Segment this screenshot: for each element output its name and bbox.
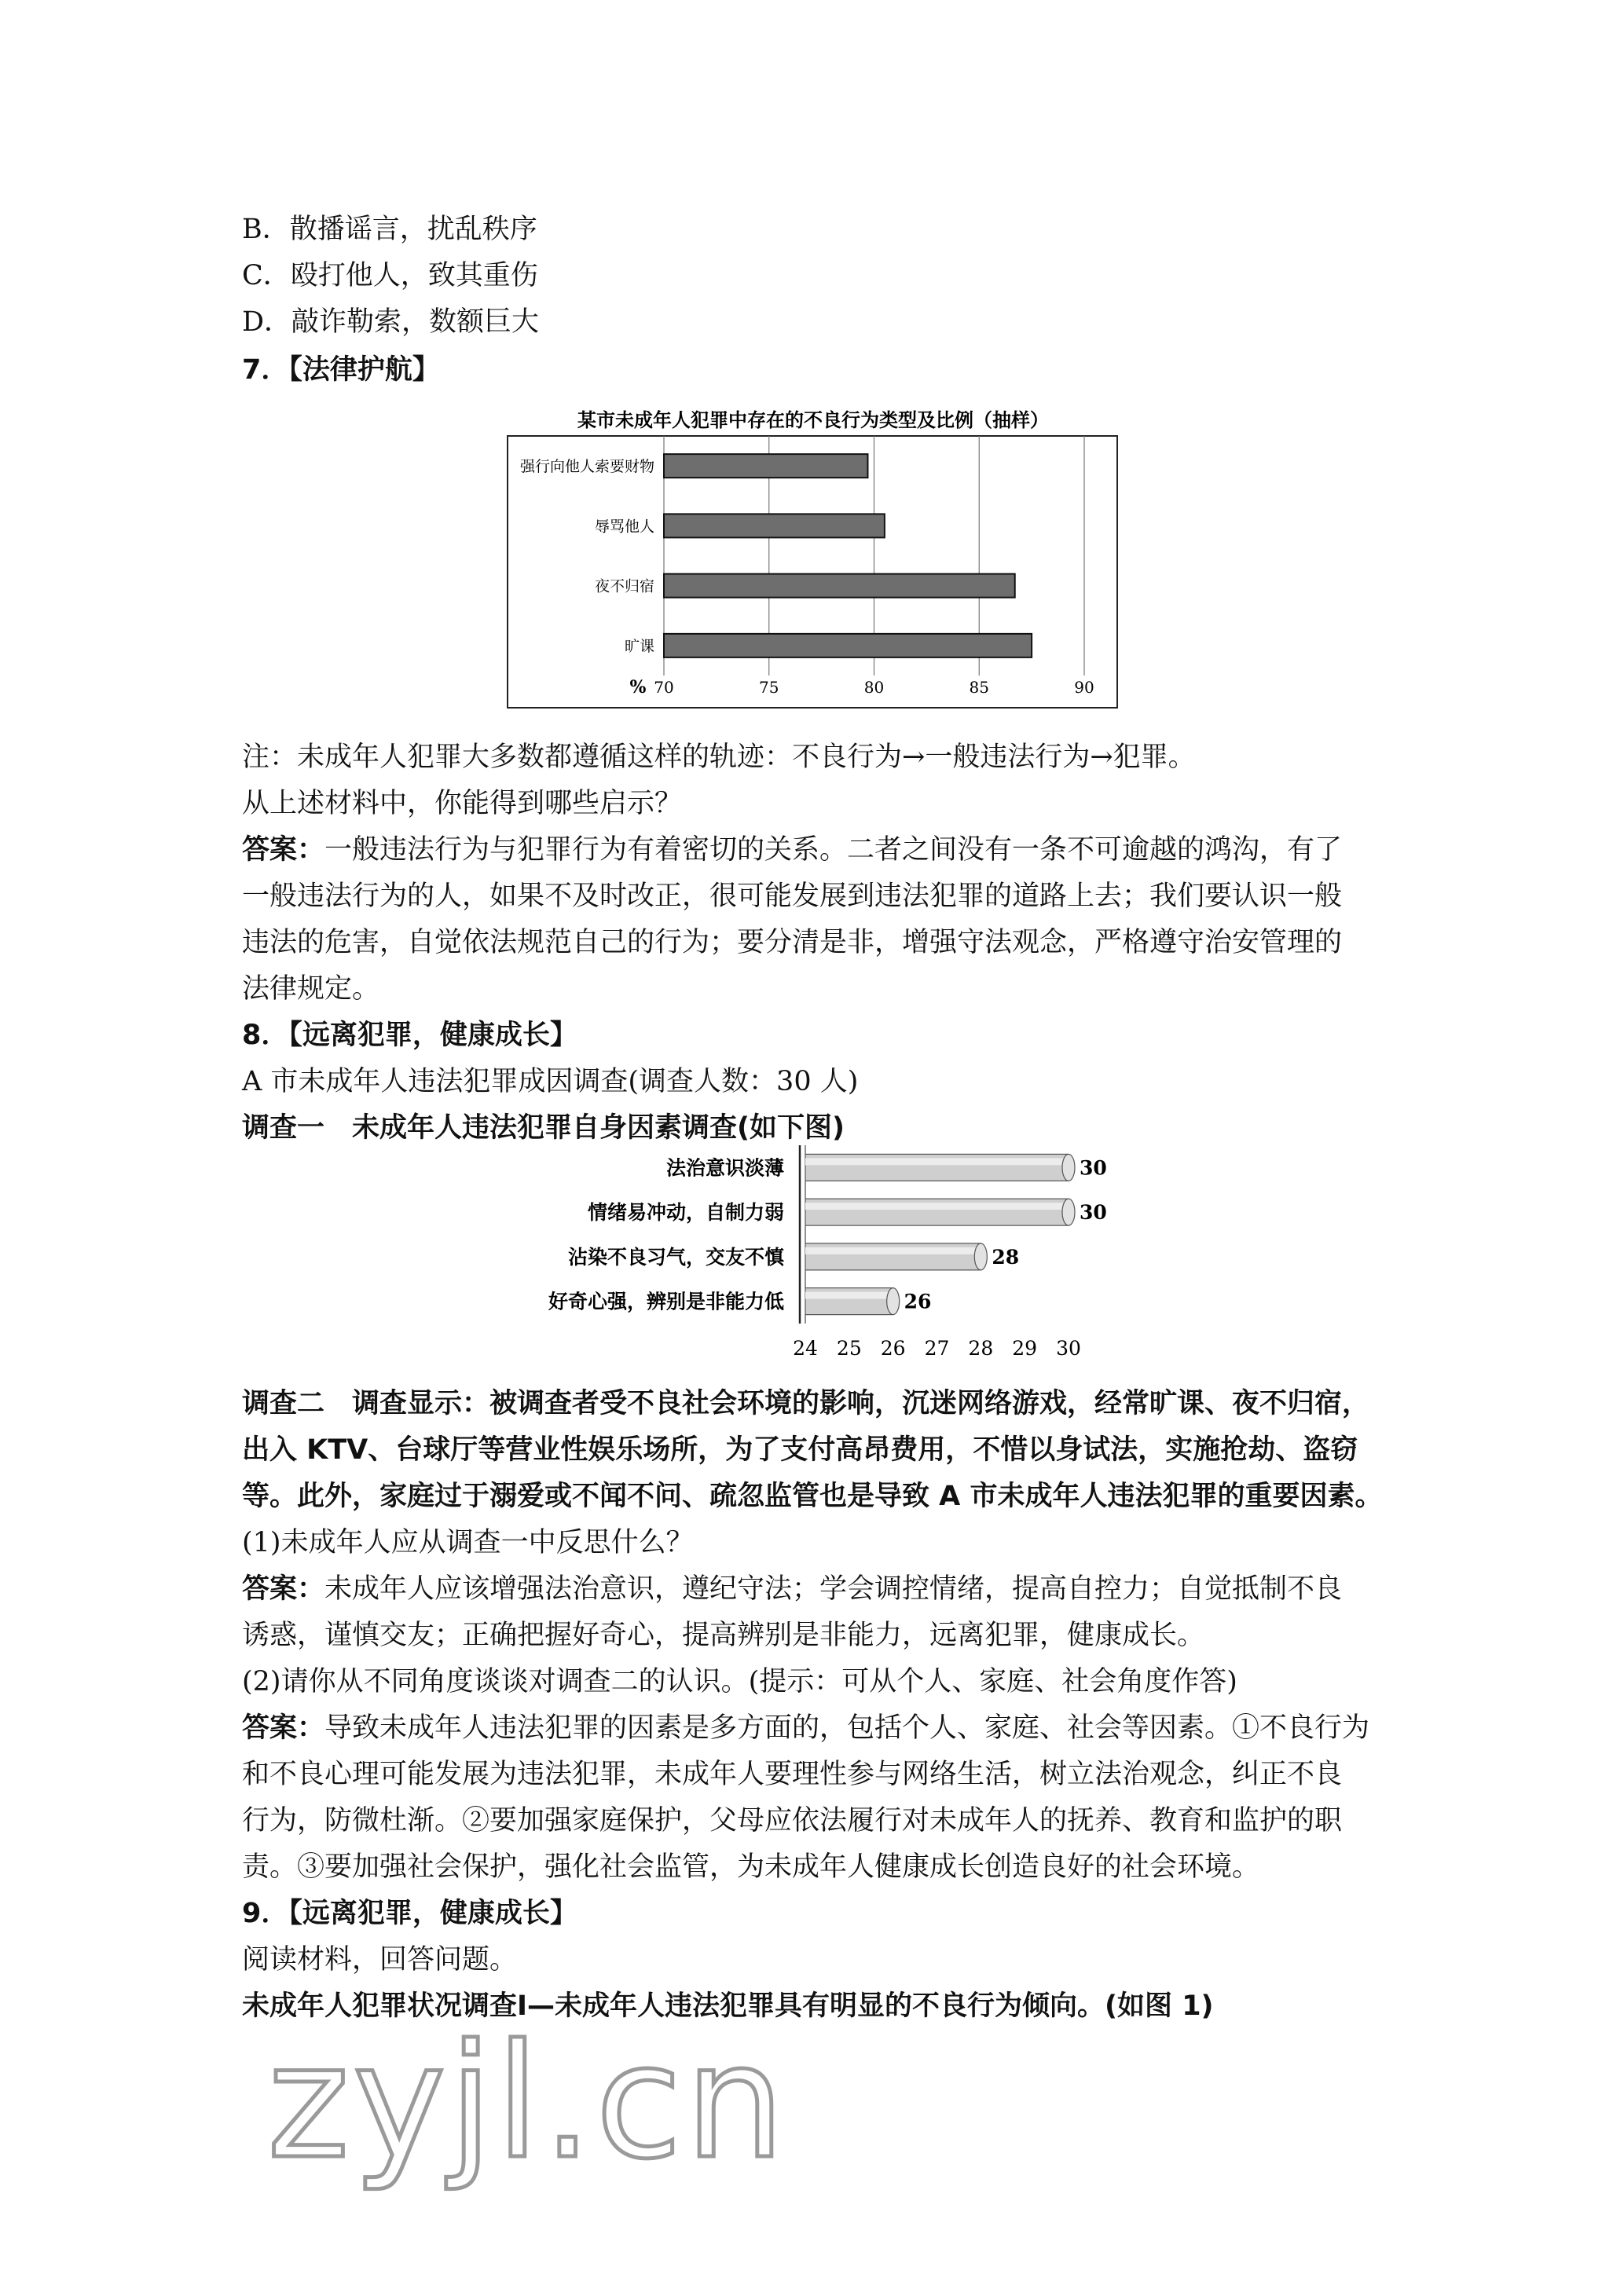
chart2-bar-highlight — [805, 1158, 1069, 1165]
chart2-bar-highlight — [805, 1292, 893, 1299]
q7-answer-line2: 一般违法行为的人，如果不及时改正，很可能发展到违法犯罪的道路上去；我们要认识一般 — [242, 881, 1343, 912]
chart2-category-label: 情绪易冲动，自制力弱 — [587, 1201, 784, 1225]
q8-sub2: (2)请你从不同角度谈谈对调查二的认识。(提示：可从个人、家庭、社会角度作答) — [242, 1666, 1237, 1697]
q8-ans2-line3: 行为，防微杜渐。②要加强家庭保护，父母应依法履行对未成年人的抚养、教育和监护的职 — [242, 1805, 1343, 1836]
chart1-bar — [664, 454, 867, 478]
q7-answer-text1: 一般违法行为与犯罪行为有着密切的关系。二者之间没有一条不可逾越的鸿沟，有了 — [324, 834, 1343, 866]
q8-ans2-text1: 导致未成年人违法犯罪的因素是多方面的，包括个人、家庭、社会等因素。①不良行为 — [324, 1712, 1370, 1744]
q9-survey: 未成年人犯罪状况调查Ⅰ—未成年人违法犯罪具有明显的不良行为倾向。(如图 1) — [242, 1990, 1214, 2022]
q8-ans2-label: 答案： — [242, 1712, 325, 1744]
chart1-category-label: 辱骂他人 — [594, 518, 654, 536]
chart1-bar — [664, 514, 885, 537]
watermark-logo: zyjl.cn — [267, 2011, 788, 2194]
chart2-tick-label: 29 — [1012, 1337, 1038, 1360]
chart2-bar-highlight — [805, 1247, 981, 1254]
chart2-bar-cap — [1062, 1154, 1075, 1181]
chart1-tick-label: 70 — [654, 678, 674, 697]
q8-ans2-line1 — [242, 1709, 1369, 1747]
q8-ans2-line4: 责。③要加强社会保护，强化社会监管，为未成年人健康成长创造良好的社会环境。 — [242, 1851, 1260, 1883]
chart2-tick-label: 25 — [836, 1337, 862, 1360]
chart1-category-label: 夜不归宿 — [594, 577, 654, 595]
chart1-x-unit: % — [629, 677, 647, 698]
chart1-tick-label: 90 — [1074, 678, 1094, 697]
chart2-tick-label: 30 — [1056, 1337, 1081, 1360]
chart2-bar-cap — [887, 1288, 900, 1315]
q7-answer-line4: 法律规定。 — [242, 973, 380, 1005]
chart2-category-label: 沾染不良习气，交友不慎 — [567, 1245, 784, 1269]
option-b: B．散播谣言，扰乱秩序 — [242, 214, 537, 245]
q8-ans1-label: 答案： — [242, 1573, 325, 1605]
q8-ans1-line2: 诱惑，谨慎交友；正确把握好奇心，提高辨别是非能力，远离犯罪，健康成长。 — [242, 1620, 1205, 1651]
chart1-category-label: 旷课 — [624, 637, 654, 655]
chart2-tick-label: 27 — [924, 1337, 950, 1360]
option-c: C．殴打他人，致其重伤 — [242, 260, 538, 291]
option-d: D．敲诈勒索，数额巨大 — [242, 306, 540, 338]
chart1-category-label: 强行向他人索要财物 — [519, 458, 654, 476]
chart-2 — [487, 1139, 1163, 1367]
q8-intro: A 市未成年人违法犯罪成因调查(调查人数：30 人) — [242, 1066, 859, 1097]
q8-sub1: (1)未成年人应从调查一中反思什么？ — [242, 1527, 694, 1558]
q9-instruction: 阅读材料，回答问题。 — [242, 1944, 518, 1976]
chart2-bar-cap — [974, 1243, 987, 1270]
q7-heading: 7．【法律护航】 — [242, 354, 440, 386]
chart2-value-label: 30 — [1080, 1156, 1107, 1180]
chart2-tick-label: 24 — [793, 1337, 818, 1360]
chart2-bar-highlight — [805, 1203, 1069, 1210]
q7-answer-line3: 违法的危害，自觉依法规范自己的行为；要分清是非，增强守法观念，严格遵守治安管理的 — [242, 927, 1343, 958]
chart1-tick-label: 75 — [759, 678, 779, 697]
q8-survey1: 调查一 未成年人违法犯罪自身因素调查(如下图) — [242, 1112, 845, 1144]
q8-survey2-line1: 调查二 调查显示：被调查者受不良社会环境的影响，沉迷网络游戏，经常旷课、夜不归宿， — [242, 1388, 1370, 1419]
q8-ans1-text1: 未成年人应该增强法治意识，遵纪守法；学会调控情绪，提高自控力；自觉抵制不良 — [324, 1573, 1343, 1605]
q7-question: 从上述材料中，你能得到哪些启示？ — [242, 788, 683, 819]
chart2-value-label: 28 — [992, 1245, 1020, 1269]
chart2-tick-label: 28 — [968, 1337, 994, 1360]
chart2-value-label: 30 — [1080, 1201, 1107, 1225]
chart1-title: 某市未成年人犯罪中存在的不良行为类型及比例（抽样） — [577, 408, 1049, 431]
q7-answer-label: 答案： — [242, 834, 325, 866]
chart2-bar-cap — [1062, 1199, 1075, 1225]
chart1-tick-label: 85 — [969, 678, 989, 697]
chart2-category-label: 法治意识淡薄 — [665, 1156, 784, 1180]
q7-note — [242, 738, 1196, 776]
q8-survey2-line3: 等。此外，家庭过于溺爱或不闻不问、疏忽监管也是导致 A 市未成年人违法犯罪的重要因素。 — [242, 1481, 1383, 1512]
chart1-tick-label: 80 — [863, 678, 885, 697]
chart1-bar — [664, 574, 1015, 598]
q8-survey2-line2: 出入 KTV、台球厅等营业性娱乐场所，为了支付高昂费用，不惜以身试法，实施抢劫、盗窃 — [242, 1434, 1358, 1466]
q8-ans1-line1 — [242, 1570, 1342, 1608]
q8-heading: 8．【远离犯罪，健康成长】 — [242, 1020, 577, 1051]
chart2-tick-label: 26 — [880, 1337, 906, 1360]
q7-note-text: 注：未成年人犯罪大多数都遵循这样的轨迹：不良行为→一般违法行为→犯罪。 — [242, 742, 1196, 773]
chart-1 — [503, 405, 1124, 715]
q8-ans2-line2: 和不良心理可能发展为违法犯罪，未成年人要理性参与网络生活，树立法治观念，纠正不良 — [242, 1759, 1343, 1790]
q9-heading: 9．【远离犯罪，健康成长】 — [242, 1898, 577, 1929]
chart1-bar — [664, 634, 1032, 657]
chart2-category-label: 好奇心强，辨别是非能力低 — [548, 1290, 784, 1313]
q7-answer-line1 — [242, 831, 1342, 869]
chart2-value-label: 26 — [904, 1290, 932, 1313]
